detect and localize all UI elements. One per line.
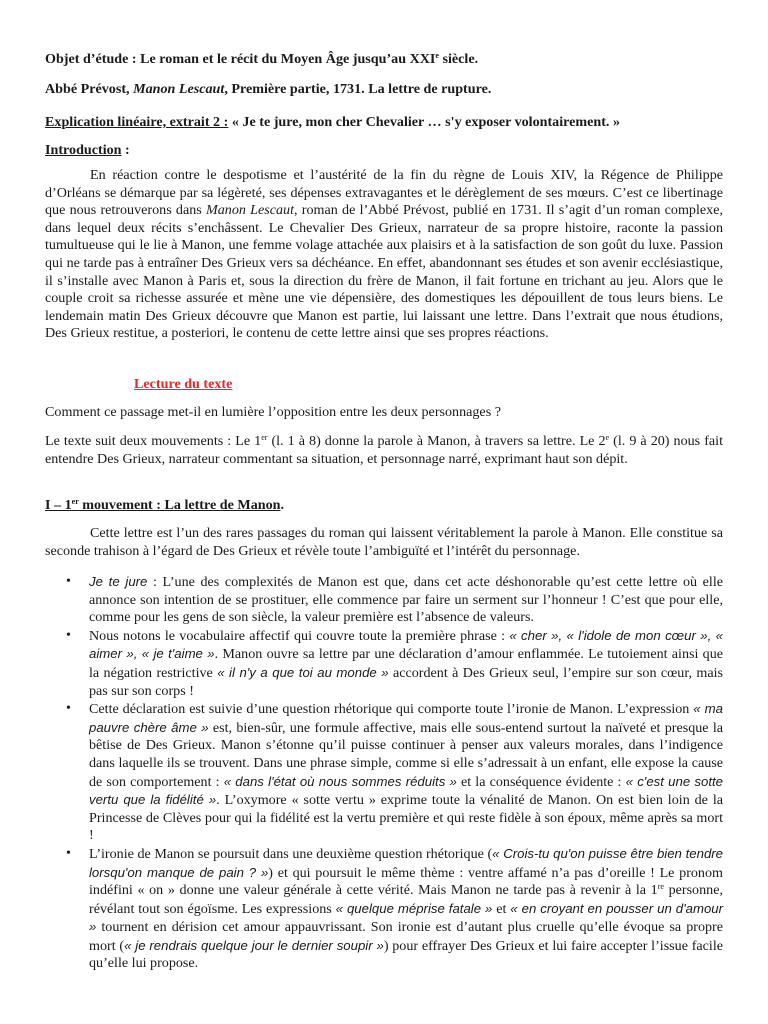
mouvements-paragraph: Le texte suit deux mouvements : Le 1er (l. 1 à 8) donne la parole à Manon, à travers sa lettre. Le 2e (l. 9 à 20) nous fait entendre Des Grieux, narrateur commentant sa situation, et personnage narré, exprimant haut son dépit.: [45, 433, 723, 467]
work-title: Manon Lescaut: [133, 81, 225, 97]
section-1-heading: I – 1er mouvement : La lettre de Manon.: [45, 497, 284, 513]
lecture-du-texte-link[interactable]: Lecture du texte: [134, 376, 233, 392]
bullet-icon: •: [66, 700, 71, 717]
introduction-heading: Introduction :: [45, 142, 130, 158]
bullet-je-te-jure: • Je te jure : L’une des complexités de Manon est que, dans cet acte déshonorable qu’est cette lettre où elle annonce son intention de se prostituer, elle commence par faire un serment sur l’honneur ! C’est que pour elle, comme pour les gens de son siècle, la valeur première est l’absence de valeurs.: [66, 573, 723, 626]
bullet-vocabulaire-affectif: • Nous notons le vocabulaire affectif qui couvre toute la première phrase : « cher », « l'idole de mon cœur », « aimer », « je t'aime ». Manon ouvre sa lettre par une déclaration d’amour enflammée. Le tutoiement ainsi que la négation restrictive « il n'y a que toi au monde » accordent à Des Grieux seul, l’empire sur son cœur, mais pas sur son corps !: [66, 626, 724, 699]
work-reference-heading: Abbé Prévost, Manon Lescaut, Première partie, 1731. La lettre de rupture.: [45, 81, 492, 97]
bullet-icon: •: [66, 844, 71, 861]
bullet-icon: •: [66, 626, 71, 643]
problematique-question: Comment ce passage met-il en lumière l’opposition entre les deux personnages ?: [45, 404, 501, 420]
bullet-ironie-de-manon: • L’ironie de Manon se poursuit dans une deuxième question rhétorique (« Crois-tu qu'on puisse être bien tendre lorsqu'on manque de pain ? ») et qui poursuit le même thème : ventre affamé n’a pas d’oreille ! Le pronom indéfini « on » donne une valeur générale à cette vérité. Mais Manon ne tarde pas à revenir à la 1re personne, révélant tout son égoïsme. Les expressions « quelque méprise fatale » et « en croyant en pousser un d'amour » tournent en dérision cet amour appauvrissant. Son ironie est d’autant plus cruelle qu’elle évoque sa propre mort (« je rendrais quelque jour le dernier soupir ») pour effrayer Des Grieux et lui faire accepter l’issue facile qu’elle lui propose.: [66, 844, 724, 972]
bullet-question-rhetorique: • Cette déclaration est suivie d’une question rhétorique qui comporte toute l’ironie de Manon. L’expression « ma pauvre chère âme » est, bien-sûr, une formule affective, mais elle sous-entend surtout la naïveté et presque la bêtise de Des Grieux. Manon s’étonne qu’il puisse continuer à penser aux valeurs morales, dans l’indigence dans laquelle ils se trouvent. Dans une phrase simple, comme si elle s’adressait à un enfant, elle expose la cause de son comportement : « dans l'état où nous sommes réduits » et la conséquence évidente : « c'est une sotte vertu que la fidélité ». L’oxymore « sotte vertu » exprime toute la vénalité de Manon. On est bien loin de la Princesse de Clèves pour qui la fidélité est la vertu première et qui reste fidèle à son époux, même après sa mort !: [66, 700, 724, 844]
objet-etude-heading: Objet d’étude : Le roman et le récit du Moyen Âge jusqu’au XXIe siècle.: [45, 51, 479, 67]
bullet-icon: •: [66, 573, 71, 589]
explication-heading: Explication linéaire, extrait 2 : « Je te jure, mon cher Chevalier … s'y exposer volontairement. »: [45, 114, 621, 130]
section-1-paragraph: Cette lettre est l’un des rares passages du roman qui laissent véritablement la parole à Manon. Elle constitue sa seconde trahison à l’égard de Des Grieux et révèle toute l’ambiguïté et l’intérêt du personnage.: [45, 525, 723, 559]
analysis-bullet-list: [45, 573, 723, 973]
introduction-paragraph: En réaction contre le despotisme et l’austérité de la fin du règne de Louis XIV, la Régence de Philippe d’Orléans se démarque par sa légèreté, ses dépenses extravagantes et le dérèglement de ses mœurs. C’est ce libertinage que nous retrouverons dans Manon Lescaut, roman de l’Abbé Prévost, publié en 1731. Il s’agit d’un roman complexe, dans lequel deux récits s’enchâssent. Le Chevalier Des Grieux, narrateur de sa propre histoire, raconte la passion tumultueuse qui le lie à Manon, une femme volage attachée aux plaisirs et à la satisfaction de son goût du luxe. Passion qui ne tarde pas à entraîner Des Grieux vers sa déchéance. En effet, abandonnant ses études et son avenir ecclésiastique, il s’installe avec Manon à Paris et, sous la direction du frère de Manon, il fait fortune en trichant au jeu. Alors que le couple croit sa richesse assurée et mène une vie dépensière, des domestiques les dépouillent de tous leurs biens. Le lendemain matin Des Grieux découvre que Manon est partie, lui laissant une lettre. Dans l’extrait que nous étudions, Des Grieux restitue, a posteriori, le contenu de cette lettre ainsi que ses propres réactions.: [45, 167, 723, 342]
